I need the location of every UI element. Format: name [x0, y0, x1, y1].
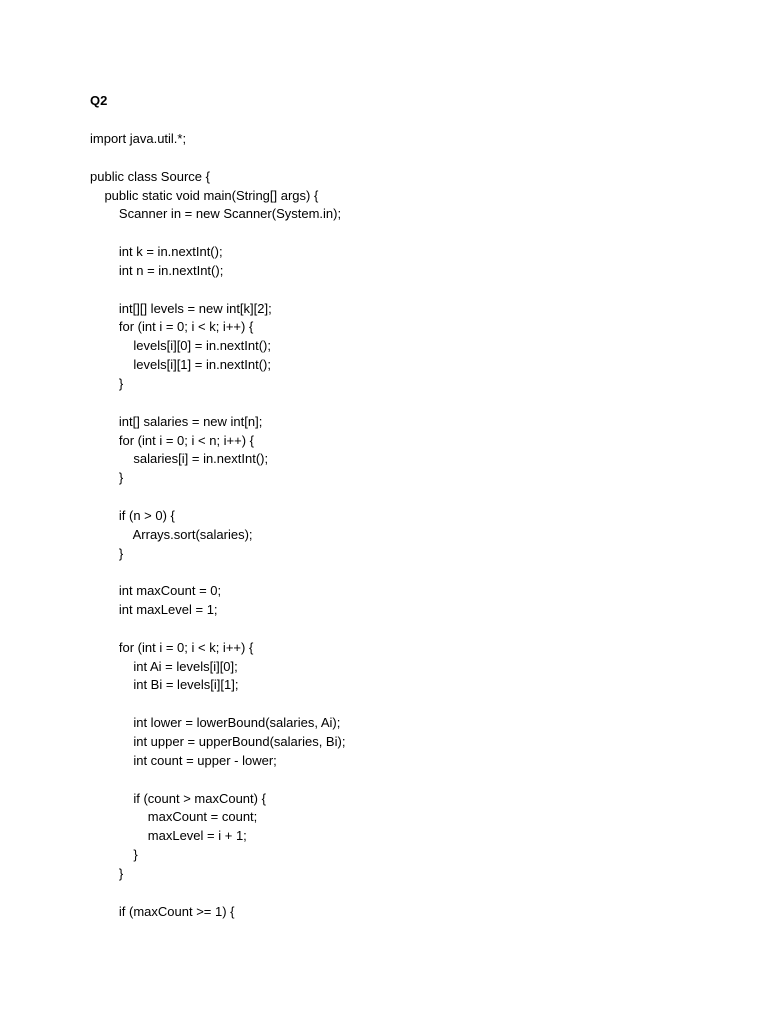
code-line: } [90, 375, 124, 391]
code-line: Scanner in = new Scanner(System.in); [90, 206, 342, 222]
code-line: int upper = upperBound(salaries, Bi); [90, 734, 346, 749]
code-line [90, 695, 730, 714]
code-line: maxCount = count; [90, 809, 258, 825]
code-line [90, 488, 730, 507]
code-line: public class Source { [90, 168, 210, 184]
code-line: levels[i][1] = in.nextInt(); [90, 357, 271, 373]
code-line [90, 884, 730, 903]
code-line: int maxCount = 0; [90, 583, 222, 599]
code-line: } [90, 865, 124, 881]
code-line: } [90, 847, 138, 863]
code-block [90, 130, 730, 921]
code-line: int Bi = levels[i][1]; [90, 677, 239, 693]
code-line [90, 224, 730, 243]
code-line [90, 149, 730, 168]
code-line: for (int i = 0; i < k; i++) { [90, 639, 254, 655]
code-line [90, 281, 730, 300]
code-line [90, 563, 730, 582]
code-line: maxLevel = i + 1; [90, 828, 247, 844]
code-line: int maxLevel = 1; [90, 602, 218, 618]
code-line: int n = in.nextInt(); [90, 262, 224, 278]
code-line: salaries[i] = in.nextInt(); [90, 451, 269, 467]
code-line: if (count > maxCount) { [90, 790, 266, 806]
code-line: Arrays.sort(salaries); [90, 526, 253, 542]
question-heading: Q2 [90, 93, 108, 108]
code-line: public static void main(String[] args) { [90, 187, 319, 203]
code-line: int count = upper - lower; [90, 752, 277, 768]
code-line: if (n > 0) { [90, 507, 175, 523]
code-line: int k = in.nextInt(); [90, 244, 223, 260]
code-line: int[][] levels = new int[k][2]; [90, 300, 272, 316]
code-line [90, 620, 730, 639]
code-line: int[] salaries = new int[n]; [90, 413, 263, 429]
code-line: levels[i][0] = in.nextInt(); [90, 338, 271, 354]
code-line: if (maxCount >= 1) { [90, 903, 235, 919]
code-line: import java.util.*; [90, 131, 187, 146]
code-line: } [90, 545, 124, 561]
code-line: int Ai = levels[i][0]; [90, 658, 238, 674]
code-line: for (int i = 0; i < k; i++) { [90, 319, 254, 335]
code-line: for (int i = 0; i < n; i++) { [90, 432, 255, 448]
code-line: } [90, 470, 124, 486]
code-line [90, 394, 730, 413]
code-line [90, 771, 730, 790]
code-line: int lower = lowerBound(salaries, Ai); [90, 715, 341, 731]
